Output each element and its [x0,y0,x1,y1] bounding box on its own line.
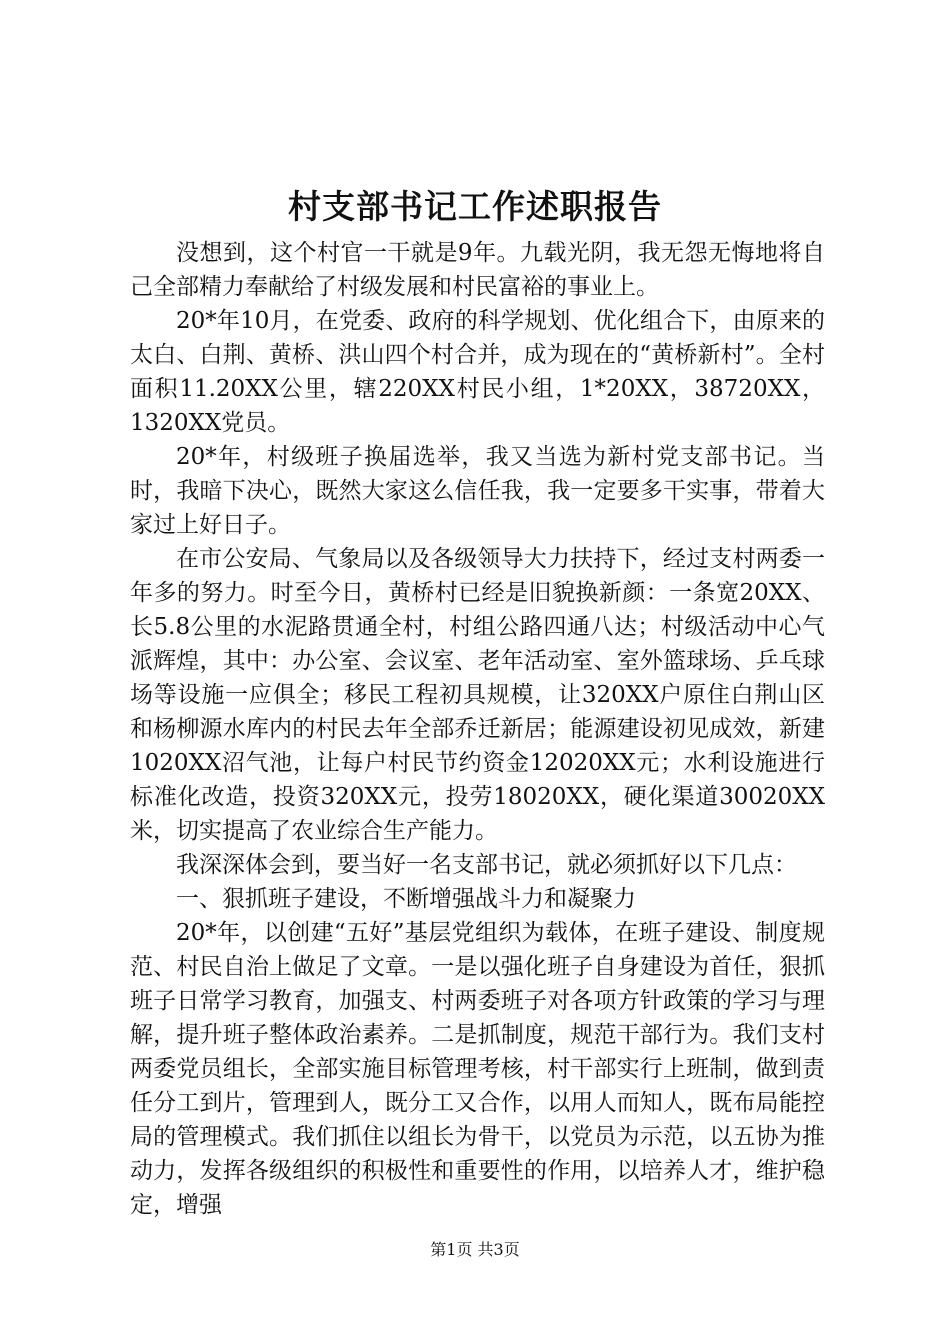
paragraph: 20*年10月，在党委、政府的科学规划、优化组合下，由原来的太白、白荆、黄桥、洪山四个村合并，成为现在的“黄桥新村”。全村面积11.20XX公里，辖220XX村民小组，1*20XX，38720XX，1320XX党员。 [130,308,825,436]
document-title: 村支部书记工作述职报告 [288,187,662,226]
page-footer: 第1页 共3页 [430,1240,520,1259]
paragraph: 在市公安局、气象局以及各级领导大力扶持下，经过支村两委一年多的努力。时至今日，黄桥村已经是旧貌换新颜：一条宽20XX、长5.8公里的水泥路贯通全村，村组公路四通八达；村级活动中心气派辉煌，其中：办公室、会议室、老年活动室、室外篮球场、乒乓球场等设施一应俱全；移民工程初具规模，让320XX户原住白荆山区和杨柳源水库内的村民去年全部乔迁新居；能源建设初见成效，新建1020XX沼气池，让每户村民节约资金12020XX元；水利设施进行标准化改造，投资320XX元，投劳18020XX，硬化渠道30020XX米，切实提高了农业综合生产能力。 [130,546,825,844]
paragraph: 20*年，村级班子换届选举，我又当选为新村党支部书记。当时，我暗下决心，既然大家这么信任我，我一定要多干实事，带着大家过上好日子。 [130,444,825,538]
paragraph: 我深深体会到，要当好一名支部书记，就必须抓好以下几点： [176,852,797,878]
paragraph: 没想到，这个村官一干就是9年。九载光阴，我无怨无悔地将自己全部精力奉献给了村级发展和村民富裕的事业上。 [130,240,825,300]
paragraph: 20*年，以创建“五好”基层党组织为载体，在班子建设、制度规范、村民自治上做足了文章。一是以强化班子自身建设为首任，狠抓班子日常学习教育，加强支、村两委班子对各项方针政策的学习与理解，提升班子整体政治素养。二是抓制度，规范干部行为。我们支村两委党员组长，全部实施目标管理考核，村干部实行上班制，做到责任分工到片，管理到人，既分工又合作，以用人而知人，既布局能控局的管理模式。我们抓住以组长为骨干，以党员为示范，以五协为推动力，发挥各级组织的积极性和重要性的作用，以培养人才，维护稳定，增强 [130,920,825,1218]
document-body [130,236,825,1222]
section-heading: 一、狠抓班子建设，不断增强战斗力和凝聚力 [176,886,636,912]
